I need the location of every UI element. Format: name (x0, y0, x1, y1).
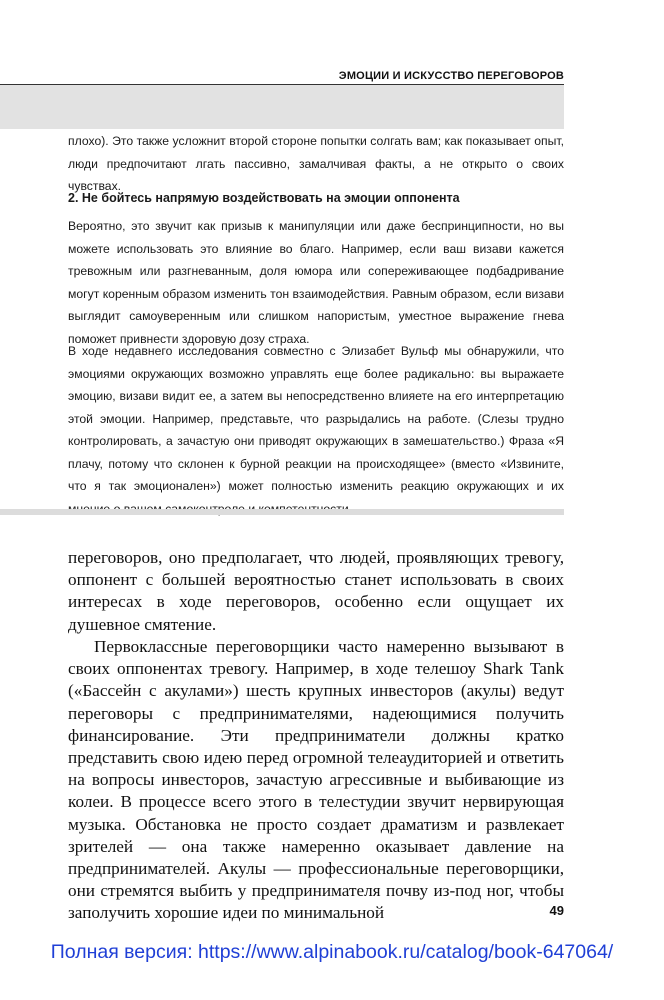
sidebar-paragraph-2 (68, 340, 564, 520)
page-number: 49 (549, 903, 564, 918)
sidebar-heading: 2. Не бойтесь напрямую воздействовать на эмоции оппонента (68, 191, 460, 205)
sidebar-bottom-band (0, 509, 564, 515)
sidebar-continuation: плохо). Это также усложнит второй стороне попытки солгать вам; как показывает опыт, люди предпочитают лгать пассивно, замалчивая факты, а не открыто о своих чувствах. (68, 134, 564, 193)
main-paragraph-1-text: переговоров, оно предполагает, что людей, проявляющих тревогу, оппонент с большей вероятностью станет использовать в своих интересах в ходе переговоров, особенно если ощущает их душевное смятение. (68, 548, 564, 634)
main-paragraph-2 (68, 636, 564, 925)
sidebar-top-band (0, 85, 564, 129)
full-version-link[interactable]: Полная версия: https://www.alpinabook.ru/catalog/book-647064/ (50, 941, 614, 963)
main-paragraph-1 (68, 547, 564, 636)
main-paragraph-2-text: Первоклассные переговорщики часто намеренно вызывают в своих оппонентах тревогу. Например, в ходе телешоу Shark Tank («Бассейн с акулами») шесть крупных инвесторов (акулы) ведут переговоры с предпринимателями, надеющимися получить финансирование. Эти предприниматели должны кратко представить свою идею перед огромной телеаудиторией и ответить на вопросы инвесторов, зачастую агрессивные и выбивающие из колеи. В процессе всего этого в телестудии звучит нервирующая музыка. Обстановка не просто создает драматизм и развлекает зрителей — она также намеренно оказывает давление на предпринимателей. Акулы — профессиональные переговорщики, они стремятся выбить у предпринимателя почву из-под ног, чтобы заполучить хорошие идеи по минимальной (68, 637, 564, 923)
sidebar-paragraph-2-text: В ходе недавнего исследования совместно с Элизабет Вульф мы обнаружили, что эмоциями окружающих возможно управлять еще более радикально: вы выражаете эмоцию, визави видит ее, а затем вы непосредственно влияете на его интерпретацию этой эмоции. Например, представьте, что разрыдались на работе. (Слезы трудно контролировать, а зачастую они приводят окружающих в замешательство.) Фраза «Я плачу, потому что склонен к бурной реакции на происходящее» (вместо «Извините, что я так эмоционален») может полностью изменить реакцию окружающих и их (68, 344, 564, 493)
sidebar-paragraph-1-text: Вероятно, это звучит как призыв к манипуляции или даже беспринципности, но вы можете использовать это влияние во благо. Например, если ваш визави кажется тревожным или разгневанным, доля юмора или сопереживающее подбадривание могут коренным образом изменить тон взаимодействия. Равным образом, если визави выглядит самоуверенным или слишком напористым, уместное выражение гнева поможет привнести здоровую дозу страха. (68, 219, 564, 346)
running-header: ЭМОЦИИ И ИСКУССТВО ПЕРЕГОВОРОВ (338, 70, 564, 82)
sidebar-paragraph-1 (68, 215, 564, 350)
